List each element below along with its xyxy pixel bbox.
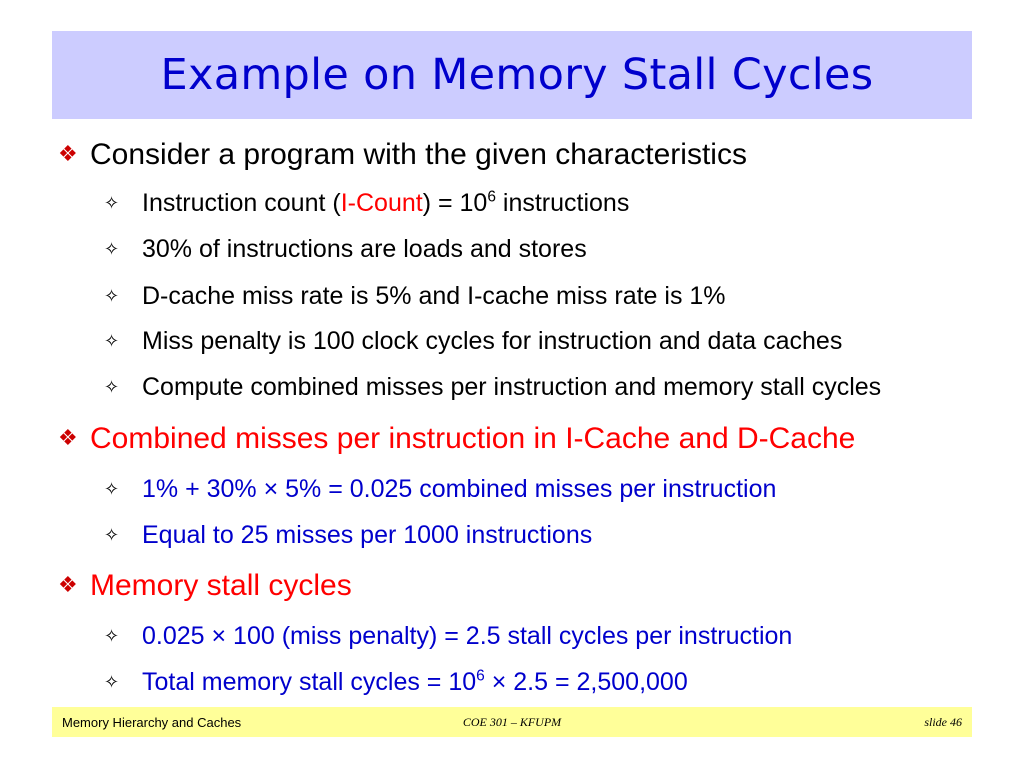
- item-text-part: × 2.5 = 2,500,000: [484, 668, 688, 696]
- section-1-item-3: [104, 284, 726, 309]
- star-bullet-icon: ✧: [104, 524, 120, 546]
- star-bullet-icon: ✧: [104, 238, 120, 260]
- diamond-bullet-icon: ❖: [58, 142, 78, 167]
- star-bullet-icon: ✧: [104, 192, 120, 214]
- slide-title: Example on Memory Stall Cycles: [160, 50, 874, 100]
- item-text: Equal to 25 misses per 1000 instructions: [142, 521, 593, 549]
- star-bullet-icon: ✧: [104, 285, 120, 307]
- footer-course-code: COE 301 – KFUPM: [462, 715, 562, 729]
- section-3-heading: [58, 571, 352, 601]
- item-text: 30% of instructions are loads and stores: [142, 235, 587, 263]
- section-1-item-4: [104, 329, 842, 354]
- item-text-part: ) = 10: [422, 189, 488, 217]
- section-1-item-1: [104, 188, 630, 217]
- star-bullet-icon: ✧: [104, 625, 120, 647]
- item-text: Compute combined misses per instruction and memory stall cycles: [142, 373, 882, 401]
- star-bullet-icon: ✧: [104, 671, 120, 693]
- footer-bar: [52, 707, 972, 737]
- diamond-bullet-icon: ❖: [58, 573, 78, 598]
- item-text-part: Total memory stall cycles = 10: [142, 668, 477, 696]
- section-1-heading-text: Consider a program with the given characteristics: [90, 138, 747, 171]
- footer-course-topic: Memory Hierarchy and Caches: [62, 715, 242, 730]
- section-1-item-2: [104, 237, 587, 262]
- section-1-item-5: [104, 375, 881, 400]
- item-text-part: Instruction count (: [142, 189, 341, 217]
- item-text: 1% + 30% × 5% = 0.025 combined misses per instruction: [142, 475, 777, 503]
- section-2-heading: [58, 424, 855, 454]
- footer-slide-number: slide 46: [924, 715, 962, 729]
- item-text: D-cache miss rate is 5% and I-cache miss rate is 1%: [142, 282, 726, 310]
- i-count-highlight: I-Count: [340, 189, 423, 217]
- star-bullet-icon: ✧: [104, 478, 120, 500]
- superscript: 6: [487, 188, 496, 206]
- section-2-item-2: [104, 523, 592, 548]
- item-text: 0.025 × 100 (miss penalty) = 2.5 stall cycles per instruction: [142, 622, 793, 650]
- item-text: [142, 188, 630, 217]
- diamond-bullet-icon: ❖: [58, 426, 78, 451]
- section-1-heading: [58, 140, 747, 170]
- section-3-item-2: [104, 667, 688, 696]
- section-3-item-1: [104, 624, 792, 649]
- star-bullet-icon: ✧: [104, 330, 120, 352]
- item-text: [142, 667, 688, 696]
- star-bullet-icon: ✧: [104, 376, 120, 398]
- item-text-part: instructions: [495, 189, 630, 217]
- item-text: Miss penalty is 100 clock cycles for instruction and data caches: [142, 327, 843, 355]
- superscript: 6: [476, 667, 485, 685]
- section-2-item-1: [104, 477, 776, 502]
- section-3-heading-text: Memory stall cycles: [90, 569, 352, 602]
- title-bar: [52, 31, 972, 119]
- section-2-heading-text: Combined misses per instruction in I-Cache and D-Cache: [90, 422, 856, 455]
